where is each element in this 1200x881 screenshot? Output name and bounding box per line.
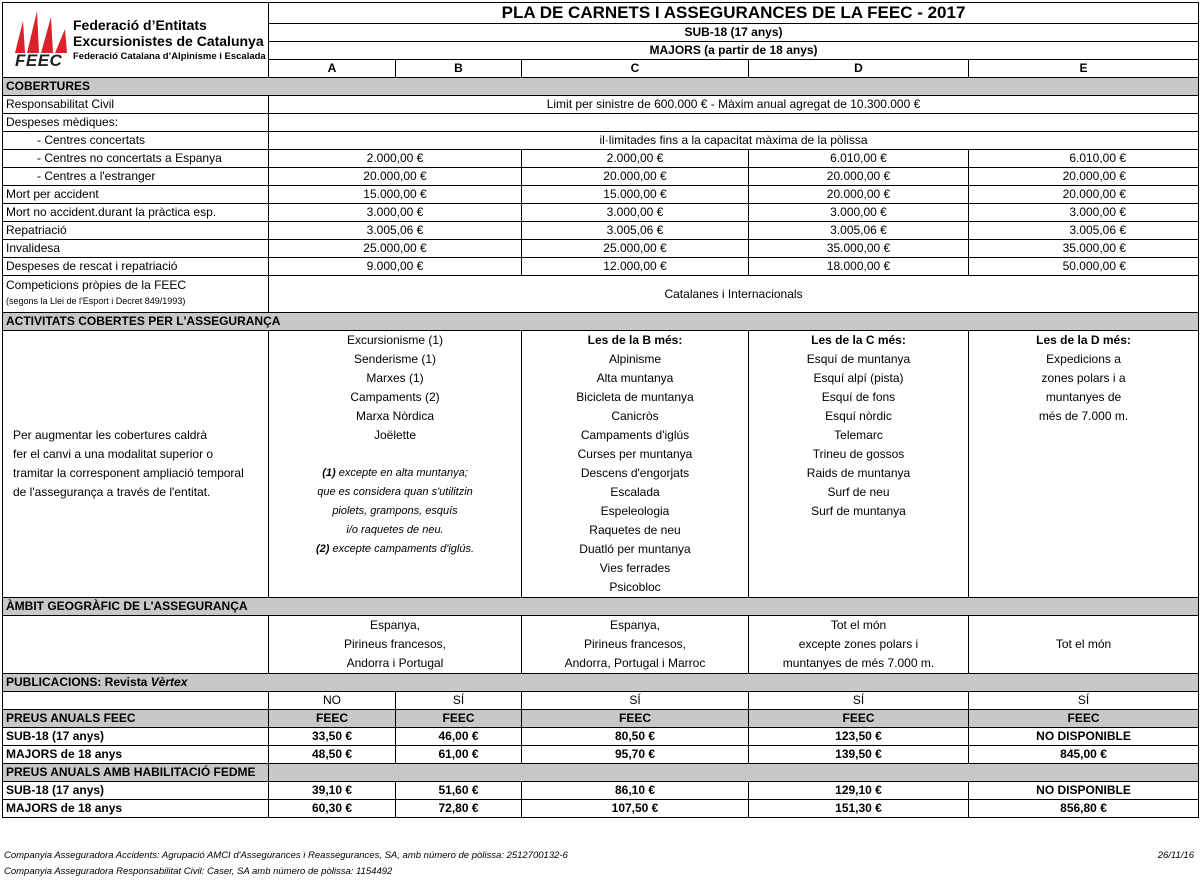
activity-item: Senderisme (1) [353, 352, 437, 366]
price-a: 39,10 € [269, 782, 396, 800]
footer-civil: Companyia Asseguradora Responsabilitat Civil: Caser, SA amb número de pòlissa: 1154492 [4, 866, 393, 877]
activity-item: Expedicions a [1046, 352, 1121, 366]
note-line: tramitar la corresponent ampliació temporal [13, 466, 244, 480]
activity-item: Vies ferrades [599, 561, 671, 575]
majors-header: MAJORS (a partir de 18 anys) [269, 42, 1199, 60]
row-value: il·limitades fins a la capacitat màxima de la pòlissa [269, 132, 1199, 150]
row-label: - Centres no concertats a Espanya [3, 150, 269, 168]
section-ambit: ÀMBIT GEOGRÀFIC DE L'ASSEGURANÇA [3, 598, 1199, 616]
price-b: 61,00 € [396, 746, 522, 764]
note-marker: (2) [315, 543, 330, 555]
org-line-2: Excursionistes de Catalunya [73, 33, 264, 49]
activity-item: Telemarc [834, 428, 883, 442]
activity-item: Raids de muntanya [806, 466, 911, 480]
ambit-line: excepte zones polars i [798, 637, 919, 651]
pub-e: SÍ [969, 692, 1199, 710]
price-b: 72,80 € [396, 800, 522, 818]
activity-item: Esquí alpí (pista) [813, 371, 904, 385]
feec-logo-icon [13, 9, 69, 53]
price-b: 46,00 € [396, 728, 522, 746]
activity-item: Curses per muntanya [577, 447, 693, 461]
activity-note: que es considera quan s'utilitzin [317, 486, 473, 498]
publicacions-magazine: Vèrtex [150, 675, 188, 689]
value-d: 18.000,00 € [749, 258, 969, 276]
price-a: 48,50 € [269, 746, 396, 764]
fedme-heading-fill [269, 764, 1199, 782]
note-marker: (1) [322, 467, 336, 479]
value-c: 15.000,00 € [522, 186, 749, 204]
section-preus-feec: PREUS ANUALS FEEC [3, 710, 269, 728]
activity-item: Campaments (2) [350, 390, 440, 404]
value-e: 50.000,00 € [969, 258, 1199, 276]
ambit-line: Andorra i Portugal [346, 656, 444, 670]
value-ab: 20.000,00 € [269, 168, 522, 186]
column-a: A [269, 60, 396, 78]
activity-item: Campaments d'iglús [580, 428, 690, 442]
row-value [269, 114, 1199, 132]
price-e: 856,80 € [969, 800, 1199, 818]
activity-note: piolets, grampons, esquís [332, 505, 458, 517]
activitats-note [3, 331, 269, 598]
column-d: D [749, 60, 969, 78]
row-value: Limit per sinistre de 600.000 € - Màxim anual agregat de 10.300.000 € [269, 96, 1199, 114]
pub-c: SÍ [522, 692, 749, 710]
feec-col-label: FEEC [396, 710, 522, 728]
ambit-line: Espanya, [609, 618, 661, 632]
column-e: E [969, 60, 1199, 78]
activity-item: Esquí de fons [821, 390, 896, 404]
note-line: Per augmentar les cobertures caldrà [13, 428, 208, 442]
price-c: 86,10 € [522, 782, 749, 800]
activity-item: Marxes (1) [366, 371, 424, 385]
competicions-title: Competicions pròpies de la FEEC [6, 278, 187, 292]
activity-item: Trineu de gossos [812, 447, 905, 461]
row-label: Mort no accident.durant la pràctica esp. [3, 204, 269, 222]
column-b: B [396, 60, 522, 78]
activity-item: Alpinisme [608, 352, 662, 366]
pub-a: NO [269, 692, 396, 710]
price-d: 123,50 € [749, 728, 969, 746]
price-b: 51,60 € [396, 782, 522, 800]
logo-cell [3, 3, 269, 78]
price-c: 95,70 € [522, 746, 749, 764]
activity-item: Alta muntanya [596, 371, 674, 385]
note-text: excepte en alta muntanya; [335, 467, 468, 479]
publicacions-heading: PUBLICACIONS: Revista [6, 675, 151, 689]
ambit-line: muntanyes de més 7.000 m. [782, 656, 935, 670]
row-label: Despeses mèdiques: [3, 114, 269, 132]
ambit-line: Tot el món [830, 618, 887, 632]
feec-col-label: FEEC [749, 710, 969, 728]
value-e: 20.000,00 € [969, 168, 1199, 186]
price-row-label: SUB-18 (17 anys) [3, 728, 269, 746]
value-c: 20.000,00 € [522, 168, 749, 186]
ambit-c [522, 616, 749, 674]
competicions-value: Catalanes i Internacionals [269, 276, 1199, 313]
price-row-label: MAJORS de 18 anys [3, 800, 269, 818]
sub18-header: SUB-18 (17 anys) [269, 24, 1199, 42]
activity-item: Descens d'engorjats [580, 466, 690, 480]
value-e: 3.005,06 € [969, 222, 1199, 240]
row-label: - Centres a l'estranger [3, 168, 269, 186]
note-line: de l'assegurança a través de l'entitat. [13, 485, 211, 499]
value-ab: 3.005,06 € [269, 222, 522, 240]
section-cobertures: COBERTURES [3, 78, 1199, 96]
value-d: 6.010,00 € [749, 150, 969, 168]
feec-col-label: FEEC [969, 710, 1199, 728]
activity-item: Esquí nòrdic [825, 409, 892, 423]
activity-item: Raquetes de neu [589, 523, 681, 537]
activity-item: Surf de neu [827, 485, 890, 499]
row-label: Mort per accident [3, 186, 269, 204]
price-row-label: MAJORS de 18 anys [3, 746, 269, 764]
ambit-line: Pirineus francesos, [583, 637, 687, 651]
price-row-label: SUB-18 (17 anys) [3, 782, 269, 800]
row-label: Repatriació [3, 222, 269, 240]
note-line: fer el canvi a una modalitat superior o [13, 447, 214, 461]
value-c: 2.000,00 € [522, 150, 749, 168]
activity-item: Espeleologia [600, 504, 670, 518]
activities-d [749, 331, 969, 598]
activity-item: més de 7.000 m. [1038, 409, 1129, 423]
activity-item: muntanyes de [1045, 390, 1122, 404]
publicacions-blank [3, 692, 269, 710]
activity-item: Excursionisme (1) [346, 333, 444, 347]
value-d: 3.000,00 € [749, 204, 969, 222]
activity-item: Canicròs [611, 409, 659, 423]
pub-d: SÍ [749, 692, 969, 710]
value-ab: 3.000,00 € [269, 204, 522, 222]
value-ab: 25.000,00 € [269, 240, 522, 258]
section-preus-fedme: PREUS ANUALS AMB HABILITACIÓ FEDME [3, 764, 269, 782]
price-a: 60,30 € [269, 800, 396, 818]
value-ab: 9.000,00 € [269, 258, 522, 276]
ambit-line: Pirineus francesos, [343, 637, 447, 651]
column-c: C [522, 60, 749, 78]
insurance-table [2, 2, 1199, 818]
section-activitats: ACTIVITATS COBERTES PER L'ASSEGURANÇA [3, 313, 1199, 331]
logo-abbreviation: FEEC [15, 51, 63, 70]
page-title: PLA DE CARNETS I ASSEGURANCES DE LA FEEC - 2017 [269, 3, 1199, 24]
value-e: 20.000,00 € [969, 186, 1199, 204]
competicions-subtitle: (segons la Llei de l'Esport i Decret 849/1993) [6, 296, 186, 306]
price-c: 80,50 € [522, 728, 749, 746]
ambit-blank [3, 616, 269, 674]
value-d: 20.000,00 € [749, 168, 969, 186]
feec-col-label: FEEC [269, 710, 396, 728]
note-text: excepte campaments d'iglús. [329, 543, 475, 555]
competicions-label [3, 276, 269, 313]
price-d: 139,50 € [749, 746, 969, 764]
value-d: 3.005,06 € [749, 222, 969, 240]
pub-b: SÍ [396, 692, 522, 710]
activity-item: Escalada [610, 485, 660, 499]
activity-item: Bicicleta de muntanya [576, 390, 694, 404]
value-c: 3.005,06 € [522, 222, 749, 240]
value-c: 3.000,00 € [522, 204, 749, 222]
activity-item: Joëlette [373, 428, 417, 442]
activity-heading: Les de la C més: [811, 333, 906, 347]
ambit-line: Espanya, [369, 618, 421, 632]
value-e: 35.000,00 € [969, 240, 1199, 258]
price-d: 129,10 € [749, 782, 969, 800]
value-e: 6.010,00 € [969, 150, 1199, 168]
ambit-e: Tot el món [969, 616, 1199, 674]
org-name [73, 17, 266, 65]
org-line-3: Federació Catalana d’Alpinisme i Escalada [73, 51, 266, 62]
value-e: 3.000,00 € [969, 204, 1199, 222]
activities-ab [269, 331, 522, 598]
feec-col-label: FEEC [522, 710, 749, 728]
activity-item: Esquí de muntanya [806, 352, 911, 366]
price-c: 107,50 € [522, 800, 749, 818]
ambit-ab [269, 616, 522, 674]
value-d: 20.000,00 € [749, 186, 969, 204]
activity-item: Psicobloc [609, 580, 661, 594]
footer-date: 26/11/16 [1157, 850, 1194, 861]
row-label: - Centres concertats [3, 132, 269, 150]
activity-note [272, 540, 518, 559]
activity-heading: Les de la D més: [1036, 333, 1131, 347]
value-c: 25.000,00 € [522, 240, 749, 258]
activities-c [522, 331, 749, 598]
ambit-line: Andorra, Portugal i Marroc [564, 656, 706, 670]
value-c: 12.000,00 € [522, 258, 749, 276]
activity-note: i/o raquetes de neu. [346, 524, 444, 536]
activity-heading: Les de la B més: [587, 333, 683, 347]
activity-item: Duatló per muntanya [579, 542, 691, 556]
value-d: 35.000,00 € [749, 240, 969, 258]
activities-e [969, 331, 1199, 598]
price-e: 845,00 € [969, 746, 1199, 764]
activity-item: zones polars i a [1041, 371, 1126, 385]
value-ab: 2.000,00 € [269, 150, 522, 168]
activity-item: Surf de muntanya [811, 504, 906, 518]
row-label: Responsabilitat Civil [3, 96, 269, 114]
price-e: NO DISPONIBLE [969, 782, 1199, 800]
spacer [272, 445, 518, 464]
value-ab: 15.000,00 € [269, 186, 522, 204]
ambit-d [749, 616, 969, 674]
activity-note [272, 464, 518, 483]
activity-item: Marxa Nòrdica [355, 409, 435, 423]
price-a: 33,50 € [269, 728, 396, 746]
footer-accidents: Companyia Asseguradora Accidents: Agrupació AMCI d'Assegurances i Reassegurances, SA, amb número de pòlissa: 2512700132-6 [4, 850, 568, 861]
price-e: NO DISPONIBLE [969, 728, 1199, 746]
row-label: Invalidesa [3, 240, 269, 258]
section-publicacions [3, 674, 1199, 692]
row-label: Despeses de rescat i repatriació [3, 258, 269, 276]
org-line-1: Federació d’Entitats [73, 17, 207, 33]
price-d: 151,30 € [749, 800, 969, 818]
